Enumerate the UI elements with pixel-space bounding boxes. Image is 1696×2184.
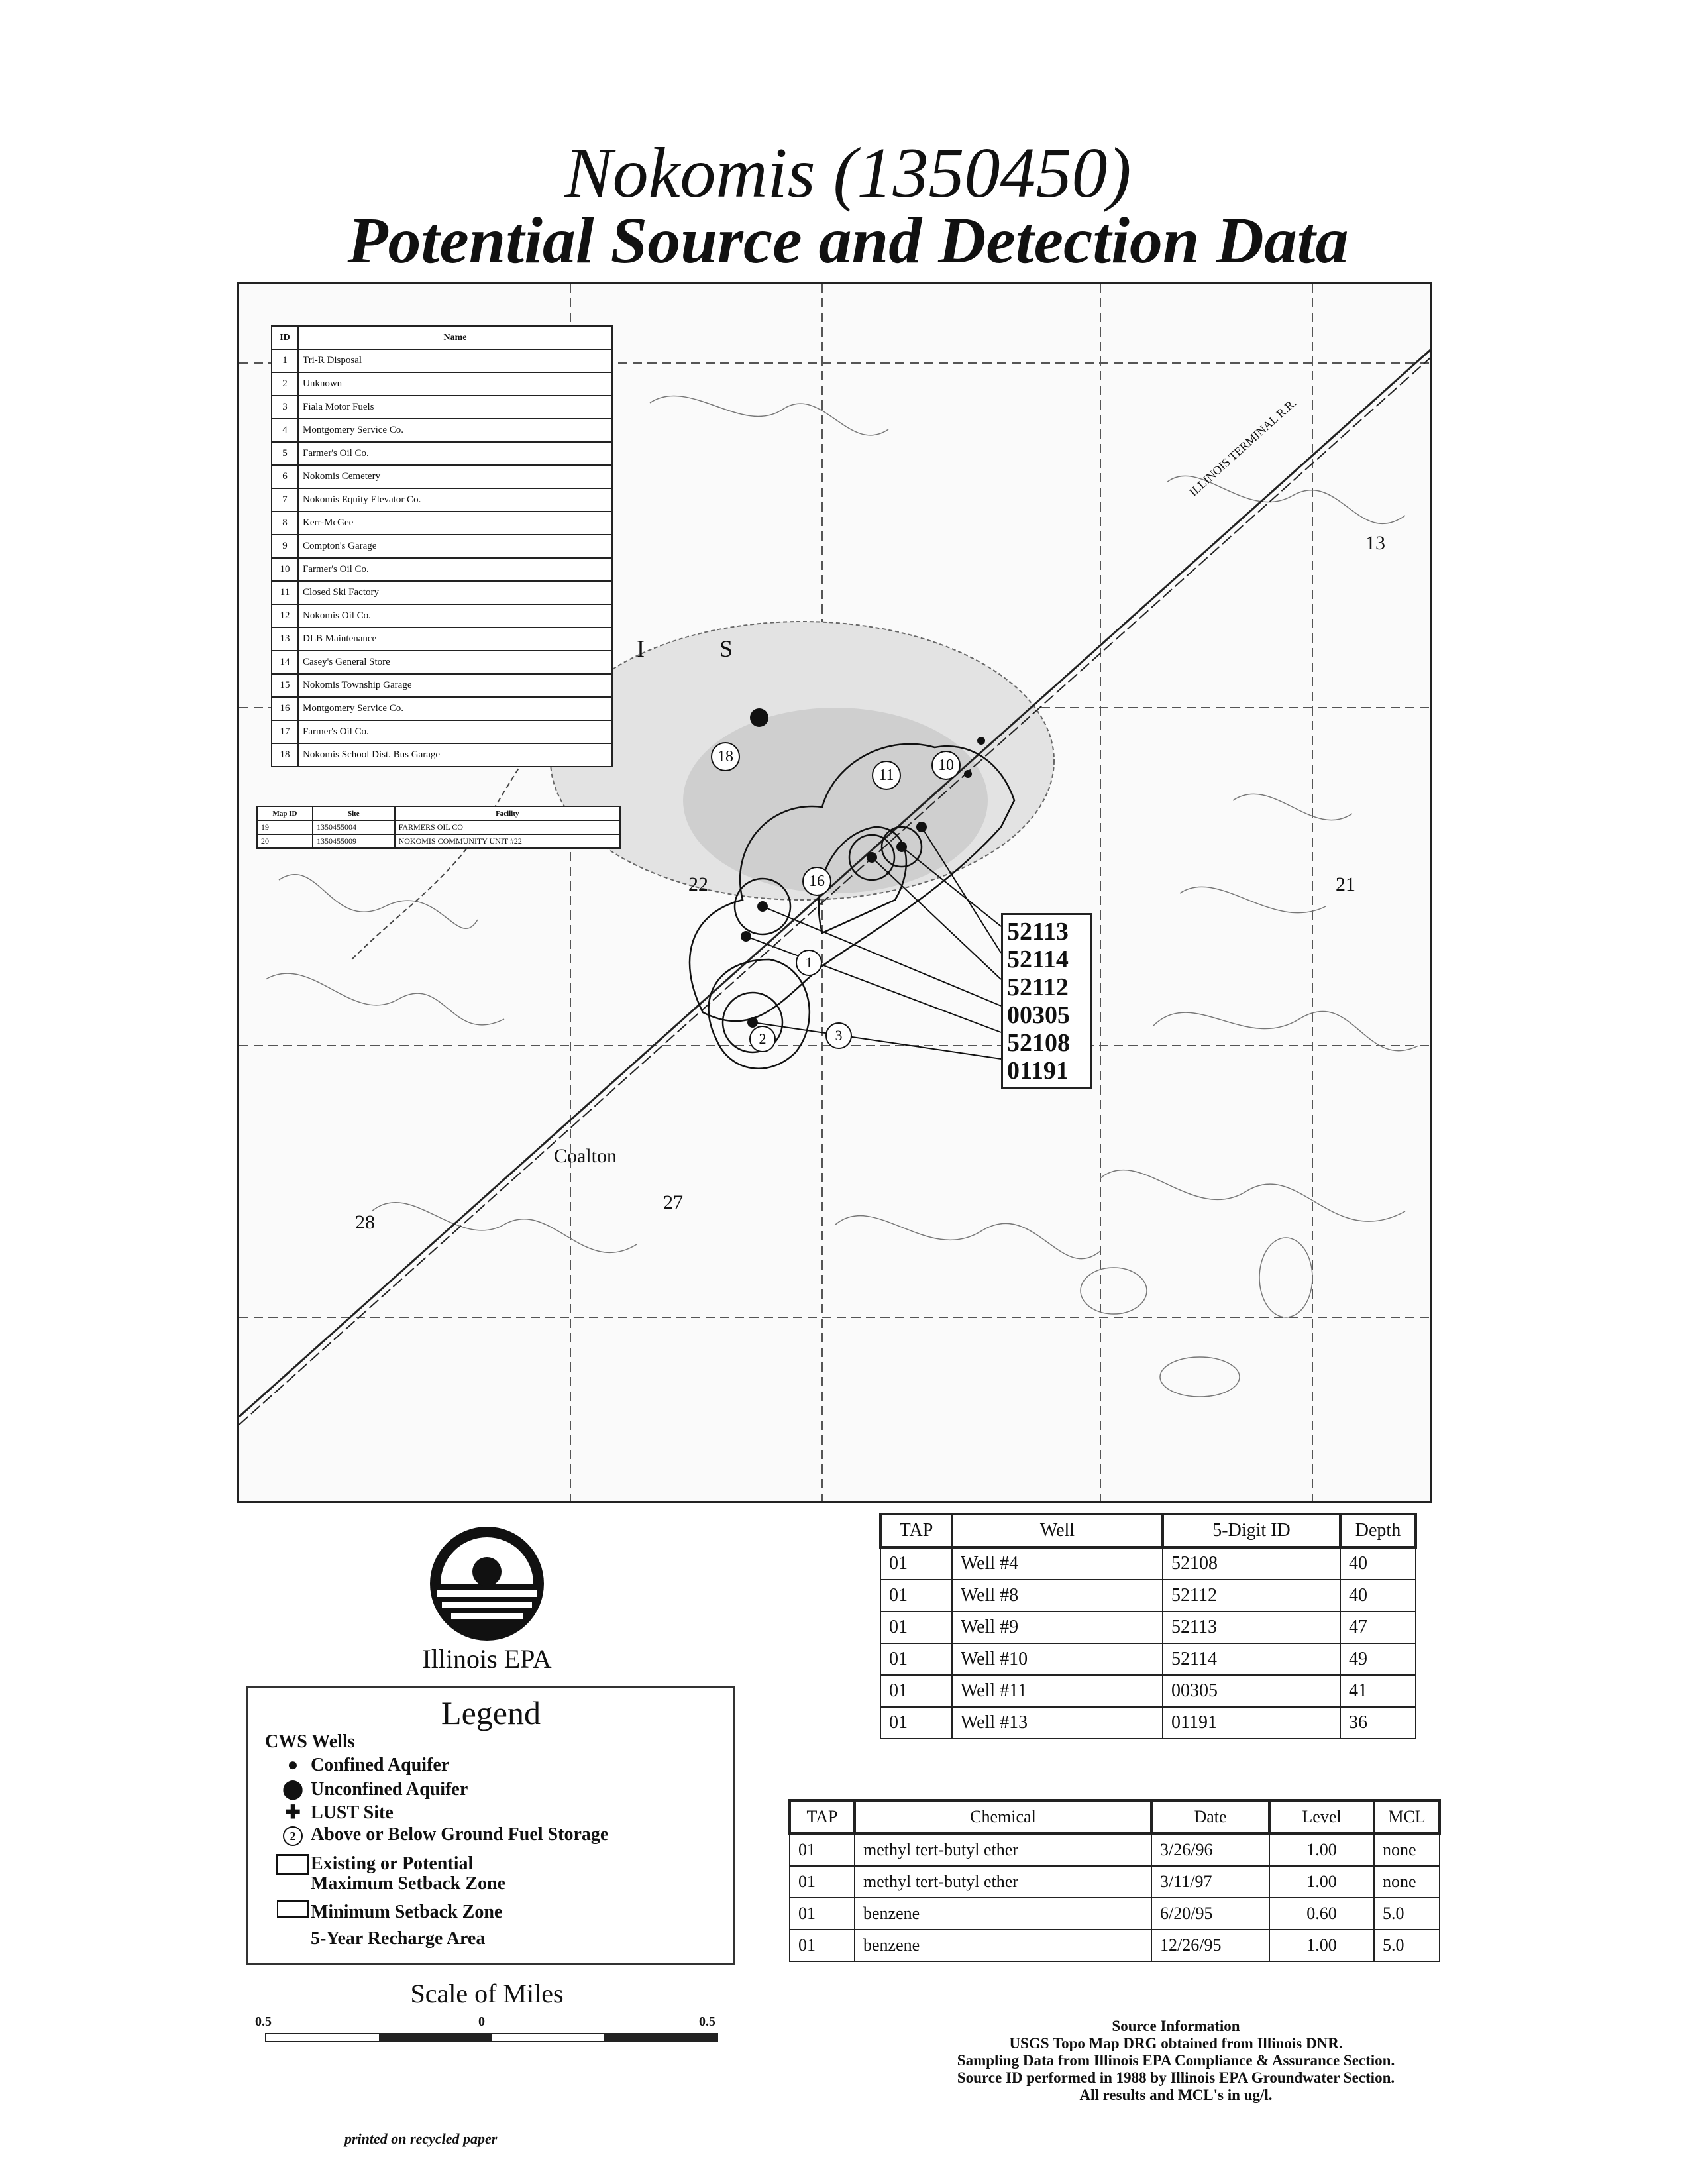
column-header: Site	[313, 806, 395, 820]
map-id-cell: 20	[257, 834, 313, 848]
level-cell: 1.00	[1269, 1866, 1374, 1898]
tap-cell: 01	[880, 1547, 952, 1580]
site-name-cell: Nokomis Township Garage	[298, 674, 612, 697]
source-line: All results and MCL's in ug/l.	[1079, 2087, 1273, 2103]
site-id-cell: 15	[272, 674, 298, 697]
chemical-cell: benzene	[855, 1898, 1151, 1930]
callout-id: 52112	[1007, 973, 1069, 1001]
table-row	[880, 1675, 1416, 1707]
section-label-27: 27	[663, 1191, 683, 1213]
table-header-row	[880, 1514, 1416, 1547]
legend-label: Above or Below Ground Fuel Storage	[311, 1824, 609, 1845]
legend-label: Unconfined Aquifer	[311, 1779, 468, 1800]
mcl-cell: 5.0	[1374, 1930, 1440, 1961]
date-cell: 3/11/97	[1151, 1866, 1269, 1898]
site-name-cell: Montgomery Service Co.	[298, 697, 612, 720]
table-header-row	[272, 326, 612, 349]
table-row	[272, 419, 612, 442]
column-header: Chemical	[855, 1800, 1151, 1833]
section-label-22: 22	[688, 873, 708, 895]
level-cell: 1.00	[1269, 1930, 1374, 1961]
column-header: Depth	[1340, 1514, 1416, 1547]
table-row	[272, 697, 612, 720]
chemical-cell: benzene	[855, 1930, 1151, 1961]
site-marker-1[interactable]: 1	[796, 950, 822, 976]
column-header: Facility	[395, 806, 620, 820]
site-cell: 1350455009	[313, 834, 395, 848]
well-cell: Well #13	[952, 1707, 1163, 1739]
well-cell: Well #9	[952, 1611, 1163, 1643]
table-row	[272, 743, 612, 767]
site-id-cell: 11	[272, 581, 298, 604]
site-id-cell: 14	[272, 651, 298, 674]
table-row	[272, 720, 612, 743]
level-cell: 0.60	[1269, 1898, 1374, 1930]
table-row	[790, 1866, 1440, 1898]
site-id-cell: 4	[272, 419, 298, 442]
column-header: MCL	[1374, 1800, 1440, 1833]
tap-cell: 01	[880, 1580, 952, 1611]
id-cell: 52112	[1163, 1580, 1340, 1611]
well-cell: Well #10	[952, 1643, 1163, 1675]
site-id-cell: 3	[272, 396, 298, 419]
depth-cell: 36	[1340, 1707, 1416, 1739]
site-name-cell: Closed Ski Factory	[298, 581, 612, 604]
confined-dot-icon: ●	[287, 1755, 299, 1775]
mcl-cell: 5.0	[1374, 1898, 1440, 1930]
site-name-cell: Farmer's Oil Co.	[298, 720, 612, 743]
table-row	[272, 349, 612, 372]
tap-cell: 01	[880, 1611, 952, 1643]
topo-map[interactable]	[237, 282, 1432, 1503]
site-name-cell: Montgomery Service Co.	[298, 419, 612, 442]
site-name-cell: Unknown	[298, 372, 612, 396]
table-row	[880, 1707, 1416, 1739]
unconfined-dot-icon: ⬤	[282, 1779, 303, 1800]
column-header: Map ID	[257, 806, 313, 820]
legend-label: Minimum Setback Zone	[311, 1902, 503, 1922]
tap-cell: 01	[880, 1675, 952, 1707]
map-letter-i: I	[637, 635, 645, 662]
site-id-cell: 10	[272, 558, 298, 581]
site-id-cell: 5	[272, 442, 298, 465]
table-row	[880, 1580, 1416, 1611]
site-name-cell: Farmer's Oil Co.	[298, 442, 612, 465]
date-cell: 6/20/95	[1151, 1898, 1269, 1930]
column-header: ID	[272, 326, 298, 349]
source-line: Source ID performed in 1988 by Illinois EPA Groundwater Section.	[957, 2069, 1395, 2086]
date-cell: 3/26/96	[1151, 1833, 1269, 1866]
chemical-detection-table	[788, 1799, 1441, 1962]
column-header: Date	[1151, 1800, 1269, 1833]
column-header: Level	[1269, 1800, 1374, 1833]
legend-label: LUST Site	[311, 1802, 394, 1823]
site-id-cell: 17	[272, 720, 298, 743]
site-name-cell: Nokomis Oil Co.	[298, 604, 612, 628]
page-title: Nokomis (1350450)	[564, 134, 1132, 213]
source-line: USGS Topo Map DRG obtained from Illinois DNR.	[1009, 2035, 1343, 2051]
depth-cell: 49	[1340, 1643, 1416, 1675]
legend-item-confined	[275, 1755, 449, 1776]
column-header: Well	[952, 1514, 1163, 1547]
table-row	[880, 1547, 1416, 1580]
column-header: Name	[298, 326, 612, 349]
legend-item-recharge	[275, 1928, 485, 1949]
site-name-cell: Compton's Garage	[298, 535, 612, 558]
facility-cell: NOKOMIS COMMUNITY UNIT #22	[395, 834, 620, 848]
site-name-cell: Farmer's Oil Co.	[298, 558, 612, 581]
well-cell: Well #4	[952, 1547, 1163, 1580]
legend	[246, 1686, 735, 1965]
table-row	[272, 465, 612, 488]
site-marker-16[interactable]: 16	[802, 867, 831, 896]
legend-item-fuel	[275, 1824, 608, 1846]
table-row	[272, 651, 612, 674]
depth-cell: 40	[1340, 1547, 1416, 1580]
section-label-28: 28	[355, 1211, 375, 1233]
table-row	[272, 512, 612, 535]
callout-id: 52113	[1007, 918, 1069, 946]
table-row	[790, 1898, 1440, 1930]
page-subtitle: Potential Source and Detection Data	[347, 203, 1349, 277]
table-row	[880, 1611, 1416, 1643]
well-cell: Well #8	[952, 1580, 1163, 1611]
facility-cell: FARMERS OIL CO	[395, 820, 620, 834]
site-id-cell: 2	[272, 372, 298, 396]
date-cell: 12/26/95	[1151, 1930, 1269, 1961]
tap-cell: 01	[880, 1643, 952, 1675]
id-cell: 01191	[1163, 1707, 1340, 1739]
site-id-table	[271, 325, 613, 767]
site-name-cell: Nokomis Cemetery	[298, 465, 612, 488]
site-name-cell: Tri-R Disposal	[298, 349, 612, 372]
column-header: 5-Digit ID	[1163, 1514, 1340, 1547]
legend-item-max-setback	[275, 1854, 536, 1894]
section-label-21: 21	[1336, 873, 1355, 895]
site-name-cell: Kerr-McGee	[298, 512, 612, 535]
fuel-storage-icon: 2	[275, 1824, 311, 1846]
table-row	[272, 442, 612, 465]
facility-table	[256, 806, 621, 849]
site-id-cell: 1	[272, 349, 298, 372]
logo-label: Illinois EPA	[422, 1644, 552, 1674]
depth-cell: 47	[1340, 1611, 1416, 1643]
table-row	[880, 1643, 1416, 1675]
lust-site-icon: ✚	[285, 1802, 301, 1823]
site-name-cell: Casey's General Store	[298, 651, 612, 674]
legend-subtitle: CWS Wells	[265, 1731, 355, 1752]
table-row	[272, 488, 612, 512]
table-row	[272, 674, 612, 697]
scale-bar-segment	[379, 2034, 492, 2041]
callout-id: 52114	[1007, 946, 1069, 973]
max-setback-icon	[275, 1854, 311, 1881]
site-name-cell: DLB Maintenance	[298, 628, 612, 651]
legend-item-min-setback	[275, 1900, 502, 1923]
site-marker-18[interactable]: 18	[711, 742, 740, 771]
tap-cell: 01	[880, 1707, 952, 1739]
scale-tick-center: 0	[478, 2014, 485, 2029]
site-id-cell: 8	[272, 512, 298, 535]
table-row	[257, 820, 620, 834]
site-name-cell: Nokomis School Dist. Bus Garage	[298, 743, 612, 767]
table-row	[272, 604, 612, 628]
callout-id: 01191	[1007, 1057, 1069, 1085]
min-setback-icon	[275, 1900, 311, 1923]
legend-title: Legend	[441, 1694, 541, 1731]
column-header: TAP	[880, 1514, 952, 1547]
site-name-cell: Nokomis Equity Elevator Co.	[298, 488, 612, 512]
well-cell: Well #11	[952, 1675, 1163, 1707]
level-cell: 1.00	[1269, 1833, 1374, 1866]
source-heading: Source Information	[1112, 2018, 1240, 2034]
scale-title: Scale of Miles	[410, 1979, 564, 2008]
tap-cell: 01	[790, 1866, 855, 1898]
tap-cell: 01	[790, 1930, 855, 1961]
chemical-cell: methyl tert-butyl ether	[855, 1833, 1151, 1866]
table-row	[790, 1930, 1440, 1961]
legend-item-lust	[275, 1801, 394, 1824]
site-id-cell: 18	[272, 743, 298, 767]
table-header-row	[257, 806, 620, 820]
id-cell: 00305	[1163, 1675, 1340, 1707]
site-cell: 1350455004	[313, 820, 395, 834]
site-id-cell: 7	[272, 488, 298, 512]
map-id-cell: 19	[257, 820, 313, 834]
illinois-epa-logo	[427, 1524, 547, 1643]
table-row	[272, 628, 612, 651]
table-row	[272, 535, 612, 558]
callout-id: 52108	[1007, 1029, 1070, 1057]
scale-bar-segment	[604, 2034, 717, 2041]
site-id-cell: 6	[272, 465, 298, 488]
id-cell: 52114	[1163, 1643, 1340, 1675]
site-marker-3[interactable]: 3	[825, 1022, 852, 1049]
railroad-label: ILLINOIS TERMINAL R.R.	[1187, 396, 1299, 499]
scale-tick-right: 0.5	[699, 2014, 716, 2029]
site-id-cell: 9	[272, 535, 298, 558]
table-row	[790, 1833, 1440, 1866]
id-cell: 52108	[1163, 1547, 1340, 1580]
table-header-row	[790, 1800, 1440, 1833]
legend-item-unconfined	[275, 1778, 468, 1800]
table-row	[272, 581, 612, 604]
site-marker-11[interactable]: 11	[872, 761, 901, 790]
site-name-cell: Fiala Motor Fuels	[298, 396, 612, 419]
site-id-cell: 13	[272, 628, 298, 651]
recycled-note: printed on recycled paper	[344, 2130, 498, 2147]
source-information	[858, 2018, 1494, 2104]
section-label-13: 13	[1365, 532, 1385, 554]
tap-cell: 01	[790, 1833, 855, 1866]
legend-label: 5-Year Recharge Area	[311, 1928, 486, 1949]
site-marker-2[interactable]: 2	[749, 1026, 776, 1052]
map-letter-s: S	[719, 635, 733, 662]
wells-table	[879, 1513, 1417, 1739]
column-header: TAP	[790, 1800, 855, 1833]
chemical-cell: methyl tert-butyl ether	[855, 1866, 1151, 1898]
site-marker-10[interactable]: 10	[931, 751, 961, 780]
mcl-cell: none	[1374, 1833, 1440, 1866]
town-area	[551, 622, 1054, 900]
scale-tick-left: 0.5	[255, 2014, 272, 2029]
table-row	[257, 834, 620, 848]
depth-cell: 40	[1340, 1580, 1416, 1611]
callout-id: 00305	[1007, 1001, 1070, 1029]
table-row	[272, 396, 612, 419]
id-cell: 52113	[1163, 1611, 1340, 1643]
legend-label: Existing or Potential Maximum Setback Zone	[311, 1853, 505, 1894]
well-id-callout	[1001, 913, 1092, 1089]
tap-cell: 01	[790, 1898, 855, 1930]
legend-label: Confined Aquifer	[311, 1755, 450, 1775]
mcl-cell: none	[1374, 1866, 1440, 1898]
depth-cell: 41	[1340, 1675, 1416, 1707]
table-row	[272, 558, 612, 581]
source-line: Sampling Data from Illinois EPA Compliance & Assurance Section.	[957, 2052, 1395, 2069]
place-label-coalton: Coalton	[554, 1145, 617, 1167]
site-id-cell: 16	[272, 697, 298, 720]
scale-bar	[265, 2033, 718, 2042]
site-id-cell: 12	[272, 604, 298, 628]
table-row	[272, 372, 612, 396]
